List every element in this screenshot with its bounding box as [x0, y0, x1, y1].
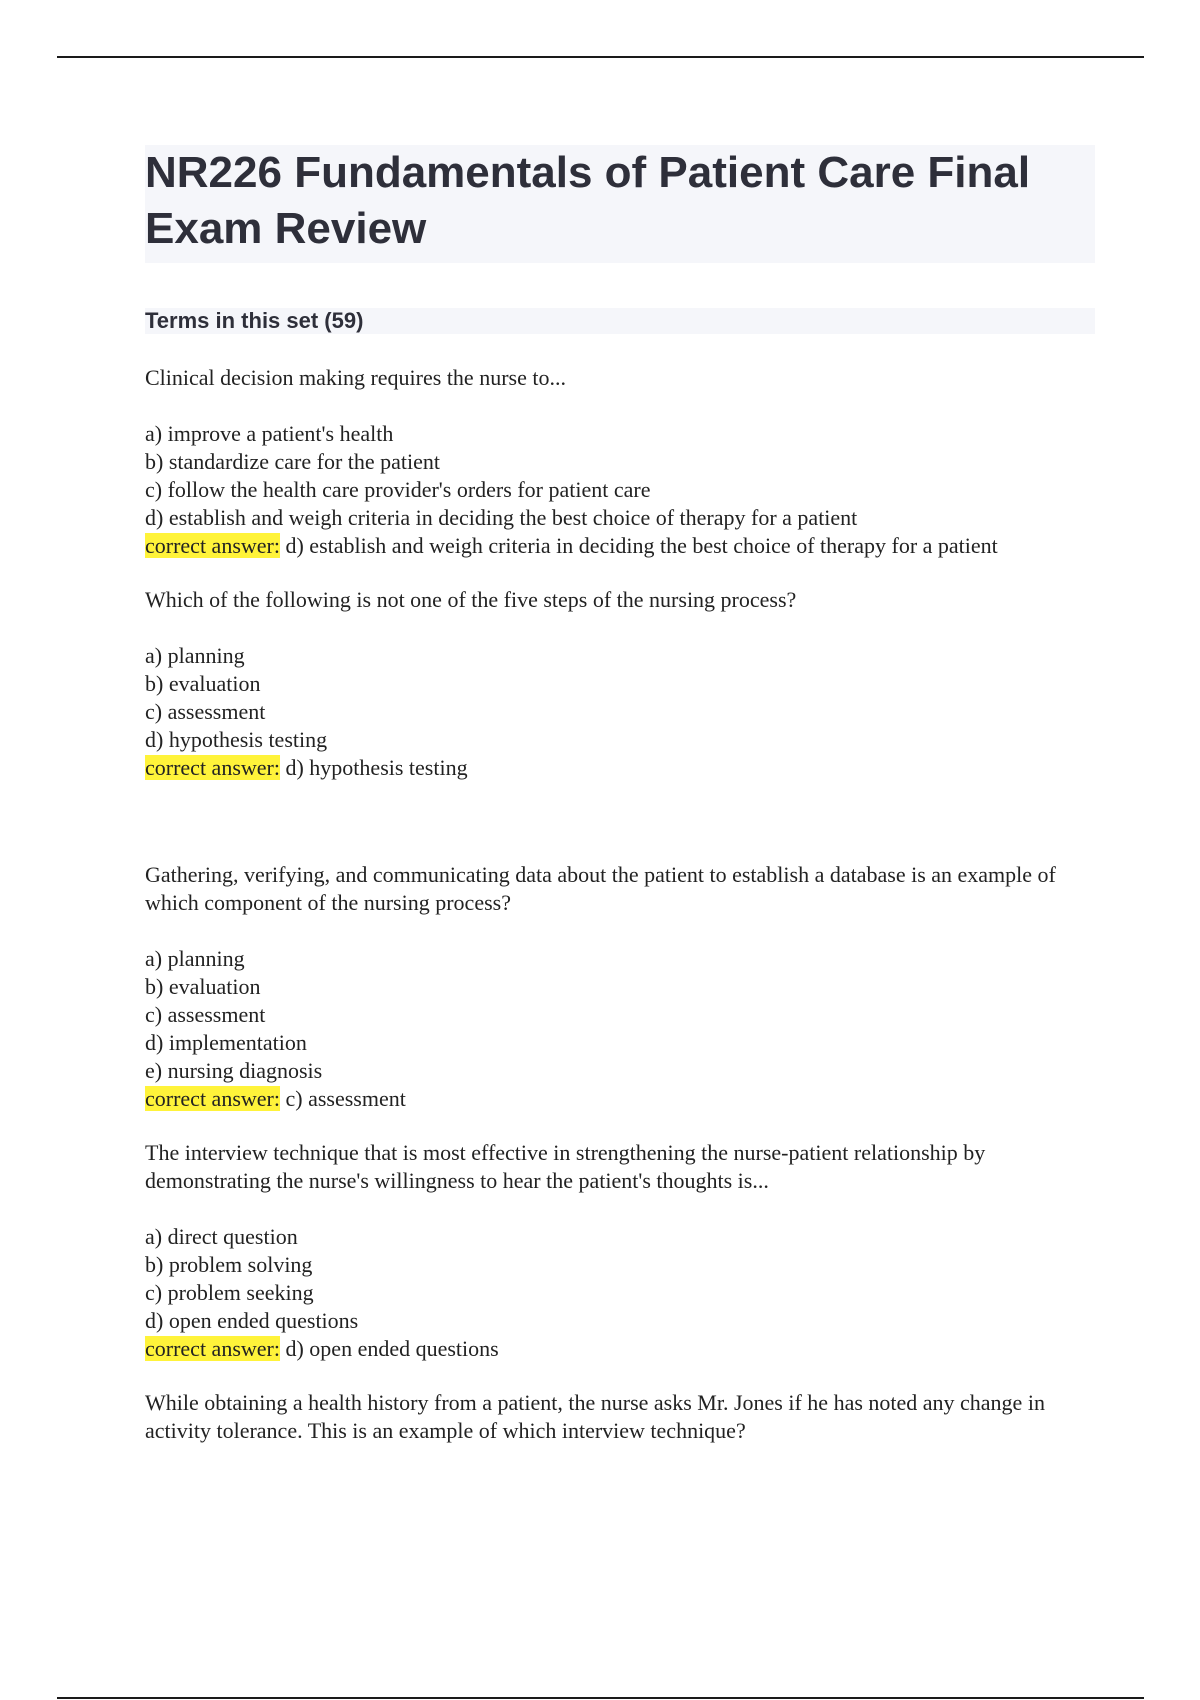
- option-a: a) planning: [145, 946, 245, 971]
- question-card: [145, 1139, 1095, 1363]
- question-text: Gathering, verifying, and communicating data about the patient to establish a database is an example of which component of the nursing process?: [145, 862, 1056, 915]
- option-b: b) standardize care for the patient: [145, 449, 441, 474]
- answer-line: [145, 532, 1095, 560]
- options-list: [145, 642, 1095, 782]
- question-card: [145, 364, 1095, 560]
- answer-text: d) establish and weigh criteria in deciding the best choice of therapy for a patient: [285, 533, 998, 558]
- question-text: The interview technique that is most effective in strengthening the nurse-patient relationship by demonstrating the nurse's willingness to hear the patient's thoughts is...: [145, 1140, 986, 1193]
- option-c: c) follow the health care provider's orders for patient care: [145, 477, 651, 502]
- option-b: b) problem solving: [145, 1252, 313, 1277]
- option-c: c) assessment: [145, 699, 266, 724]
- terms-count: Terms in this set (59): [145, 308, 364, 333]
- answer-line: [145, 1335, 1095, 1363]
- options-list: [145, 945, 1095, 1113]
- options-list: [145, 420, 1095, 560]
- answer-line: [145, 754, 1095, 782]
- answer-text: d) open ended questions: [285, 1336, 499, 1361]
- title-block: [145, 145, 1095, 263]
- answer-label: correct answer:: [145, 755, 280, 780]
- bottom-rule: [57, 1697, 1144, 1699]
- question-card: [145, 861, 1095, 1113]
- option-d: d) implementation: [145, 1030, 307, 1055]
- option-b: b) evaluation: [145, 974, 261, 999]
- answer-text: c) assessment: [285, 1086, 406, 1111]
- question-text: While obtaining a health history from a patient, the nurse asks Mr. Jones if he has noted any change in activity tolerance. This is an example of which interview technique?: [145, 1390, 1045, 1443]
- answer-text: d) hypothesis testing: [285, 755, 468, 780]
- option-a: a) planning: [145, 643, 245, 668]
- page-title: NR226 Fundamentals of Patient Care Final Exam Review: [145, 148, 1031, 253]
- options-list: [145, 1223, 1095, 1363]
- option-e: e) nursing diagnosis: [145, 1058, 323, 1083]
- option-b: b) evaluation: [145, 671, 261, 696]
- option-d: d) open ended questions: [145, 1308, 359, 1333]
- terms-header: [145, 308, 1095, 334]
- answer-label: correct answer:: [145, 1336, 280, 1361]
- option-a: a) direct question: [145, 1224, 298, 1249]
- document-body: [145, 145, 1095, 1445]
- answer-label: correct answer:: [145, 533, 280, 558]
- top-rule: [57, 56, 1144, 58]
- question-text: Clinical decision making requires the nurse to...: [145, 365, 566, 390]
- answer-label: correct answer:: [145, 1086, 280, 1111]
- question-text: Which of the following is not one of the five steps of the nursing process?: [145, 587, 797, 612]
- option-a: a) improve a patient's health: [145, 421, 394, 446]
- option-c: c) assessment: [145, 1002, 266, 1027]
- question-card: [145, 1389, 1095, 1445]
- option-d: d) hypothesis testing: [145, 727, 328, 752]
- option-d: d) establish and weigh criteria in deciding the best choice of therapy for a patient: [145, 505, 858, 530]
- option-c: c) problem seeking: [145, 1280, 314, 1305]
- question-card: [145, 586, 1095, 782]
- answer-line: [145, 1085, 1095, 1113]
